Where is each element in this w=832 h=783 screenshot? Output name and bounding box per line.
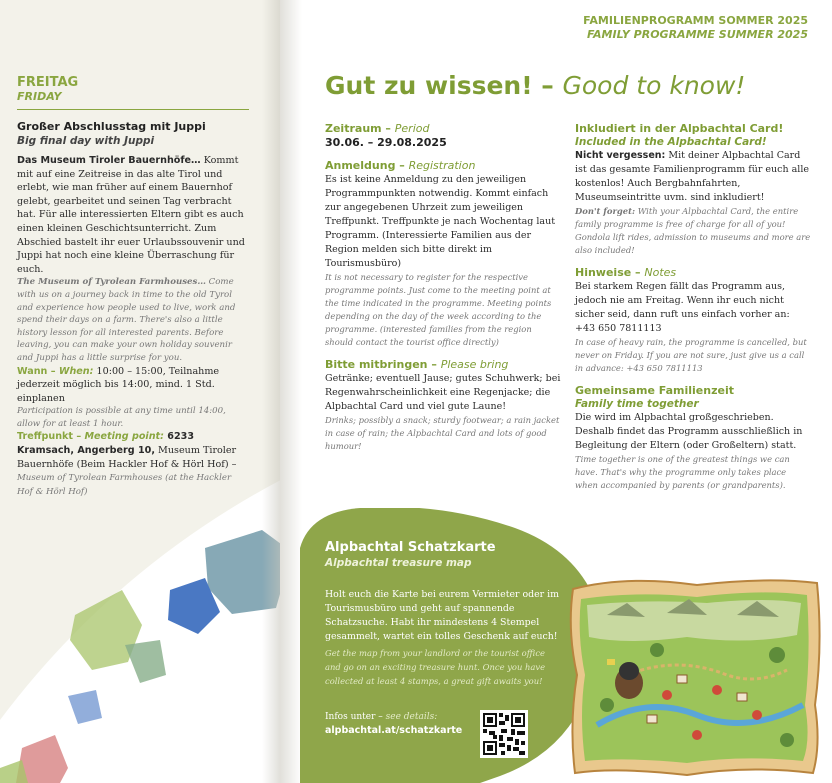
treasure-map-illustration: [567, 575, 825, 780]
program-header: FAMILIENPROGRAMM SOMMER 2025: [583, 14, 808, 27]
included-text-en: Don't forget: With your Alpbachtal Card, the entire family programme is free of charge for all of you! Gondola lift rides, admission to museums and more are also included!: [575, 206, 811, 255]
registration-text: Es ist keine Anmeldung zu den jeweiligen Programmpunkten notwendig. Kommt einfach zur angegebenen Uhrzeit zum jeweiligen Treffpunkt. Treffpunkte je nach Wochentag laut Programm. (Interessierte Familien aus der Region melden sich bitte direkt im Tourismusbüro): [325, 174, 556, 269]
included-heading-en: Included in the Alpbachtal Card!: [575, 136, 767, 148]
registration-text-en: It is not necessary to register for the respective programme points. Just come to the meeting point at the time indicated in the programme. Meeting points depending on the day of the week according to the programme. (interested families from the region should contact the tourist office directly): [325, 272, 552, 347]
info-column-left: [325, 122, 561, 462]
meeting-en: Museum of Tyrolean Farmhouses (at the Hackler Hof & Hörl Hof): [17, 473, 232, 497]
bring-section: [325, 358, 561, 453]
included-heading: Inkludiert in der Alpbachtal Card!: [575, 122, 784, 135]
meeting-text: Museum Tiroler Bauernhöfe (Beim Hackler Hof & Hörl Hof) –: [17, 445, 237, 470]
treasure-title: Alpbachtal Schatzkarte: [325, 540, 496, 555]
event-when-en: Participation is possible at any time until 14:00, allow for at least 1 hour.: [17, 406, 226, 429]
family-text: Die wird im Alpbachtal großgeschrieben. Deshalb findet das Programm ausschließlich in Begleitung der Eltern (oder Großeltern) statt.: [575, 412, 803, 451]
friday-section: [17, 75, 249, 498]
meeting-label: Treffpunkt – Meeting point:: [17, 431, 164, 443]
event-title: Großer Abschlusstag mit Juppi: [17, 120, 206, 133]
notes-text-en: In case of heavy rain, the programme is cancelled, but never on Friday. If you are not sure, just give us a call in advance: +43 650 7811113: [575, 337, 807, 373]
family-heading: Gemeinsame Familienzeit: [575, 384, 734, 397]
description-text: Kommt mit auf eine Zeitreise in das alte Tirol und erlebt, wie man früher auf einem Bauernhof gelebt, gearbeitet und seinen Tag verbracht hat. Für alle interessierten Eltern gibt es auch einen kleinen Geschichtsunterricht. Zum Abschied bastelt ihr euer Urlaubssouvenir und Juppi hat noch eine kleine Überraschung für euch.: [17, 155, 245, 275]
event-description: [17, 154, 249, 276]
book-spine-shadow: [262, 0, 302, 783]
divider: [17, 109, 249, 110]
treasure-text-en: Get the map from your landlord or the tourist office and go on an exciting treasure hunt. Once you have collected at least 4 stamps, a great gift awaits you!: [325, 648, 546, 686]
when-text: 10:00 – 15:00, Teilnahme jederzeit möglich bis 14:00, mind. 1 Std. einplanen: [17, 365, 220, 404]
qr-code-icon[interactable]: [480, 710, 528, 758]
description-lead: Das Museum Tiroler Bauernhöfe…: [17, 155, 201, 166]
left-page: [0, 0, 280, 783]
family-heading-en: Family time together: [575, 398, 699, 410]
event-subtitle: Big final day with Juppi: [17, 135, 155, 147]
description-en-text: Come with us on a journey back in time to the old Tyrol and experience how people used to live, work and spend their days on a farm. There's also a little history lesson for all interested parents. Before leaving, you can make your own holiday souvenir and Juppi has a little surprise for you.: [17, 277, 236, 363]
notes-text: Bei starkem Regen fällt das Programm aus, jedoch nie am Freitag. Wenn ihr euch nicht sicher seid, dann ruft uns einfach vorher an: +43 650 7811113: [575, 281, 790, 334]
period-value: 30.06. – 29.08.2025: [325, 136, 447, 149]
event-description-en: [17, 276, 249, 364]
treasure-text: Holt euch die Karte bei eurem Vermieter oder im Tourismusbüro und geht auf spannende Schatzsuche. Habt ihr mindestens 4 Stempel gesammelt, wartet ein tolles Geschenk auf euch!: [325, 589, 560, 642]
page-title: [325, 70, 745, 102]
family-section: [575, 384, 811, 492]
registration-heading: Anmeldung – Registration: [325, 159, 476, 172]
treasure-map-box: [300, 508, 600, 783]
included-section: [575, 122, 811, 257]
title-de: Gut zu wissen! –: [325, 71, 563, 100]
event-meeting-point: [17, 430, 249, 498]
family-text-en: Time together is one of the greatest things we can have. That's why the programme only takes place when accompanied by parents (or grandparents).: [575, 454, 790, 490]
period-heading: Zeitraum – Period: [325, 122, 430, 135]
bring-text: Getränke; eventuell Jause; gutes Schuhwerk; bei Regenwahrscheinlichkeit eine Regenjacke; die Alpbachtal Card und viel gute Laune!: [325, 373, 561, 412]
day-title: FREITAG: [17, 75, 79, 90]
treasure-subtitle: Alpbachtal treasure map: [325, 557, 472, 569]
description-en-lead: The Museum of Tyrolean Farmhouses…: [17, 277, 206, 288]
program-header-en: FAMILY PROGRAMME SUMMER 2025: [586, 28, 808, 41]
title-en: Good to know!: [562, 71, 746, 100]
when-label: Wann – When:: [17, 365, 94, 377]
treasure-link[interactable]: alpbachtal.at/schatzkarte: [325, 725, 463, 736]
day-title-en: FRIDAY: [17, 90, 62, 103]
meeting-address: 6233 Kramsach, Angerberg 10,: [17, 431, 195, 457]
bring-heading: Bitte mitbringen – Please bring: [325, 358, 509, 371]
treasure-info: Infos unter – see details:: [325, 712, 438, 722]
event-when: [17, 365, 249, 406]
bring-text-en: Drinks; possibly a snack; sturdy footwear; a rain jacket in case of rain; the Alpbachtal Card and lots of good humour!: [325, 415, 560, 451]
registration-section: [325, 159, 561, 349]
info-column-right: [575, 122, 811, 501]
notes-section: [575, 266, 811, 375]
notes-heading: Hinweise – Notes: [575, 266, 677, 279]
included-text: Nicht vergessen: Mit deiner Alpbachtal Card ist das gesamte Familienprogramm für euch alle kostenlos! Auch Bergbahnfahrten, Museumseintritte uvm. sind inkludiert!: [575, 150, 809, 203]
period-section: [325, 122, 561, 150]
